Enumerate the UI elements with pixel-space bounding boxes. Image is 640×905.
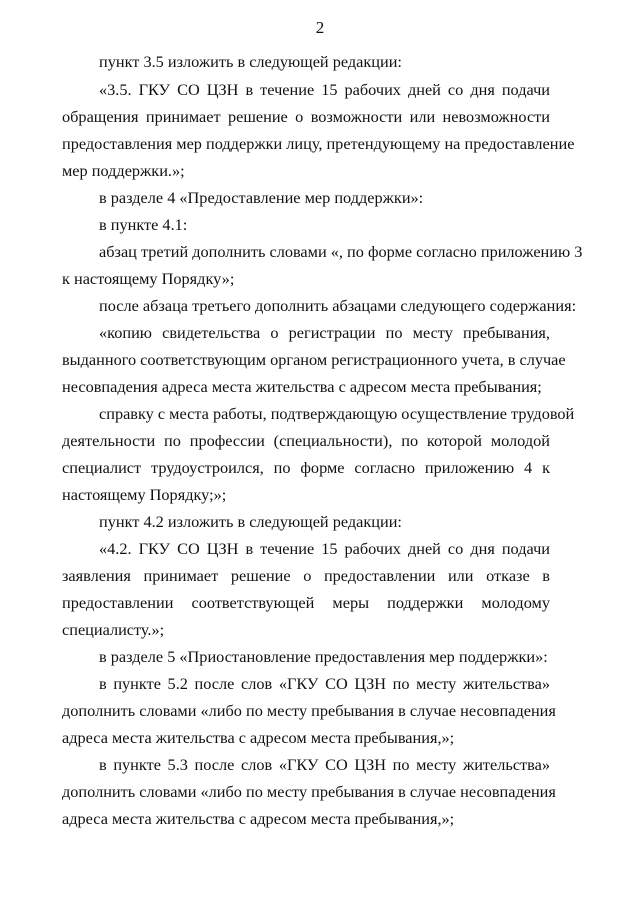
- text-line: адреса места жительства с адресом места пребывания,»;: [62, 728, 455, 747]
- text-line: «4.2. ГКУ СО ЦЗН в течение 15 рабочих дней со дня подачи: [99, 539, 550, 558]
- text-line: несовпадения адреса места жительства с адресом места пребывания;: [62, 377, 542, 396]
- text-line: специалисту.»;: [62, 620, 165, 639]
- page-number: 2: [315, 18, 325, 37]
- text-line: адреса места жительства с адресом места пребывания,»;: [62, 809, 455, 828]
- text-line: в разделе 4 «Предоставление мер поддержки»:: [99, 188, 424, 207]
- text-line: абзац третий дополнить словами «, по форме согласно приложению 3: [99, 242, 583, 261]
- text-line: в пункте 5.3 после слов «ГКУ СО ЦЗН по месту жительства»: [99, 755, 550, 774]
- text-line: заявления принимает решение о предоставлении или отказе в: [62, 566, 550, 585]
- text-line: предоставлении соответствующей меры поддержки молодому: [62, 593, 550, 612]
- text-line: предоставления мер поддержки лицу, претендующему на предоставление: [62, 134, 575, 153]
- text-line: обращения принимает решение о возможности или невозможности: [62, 107, 550, 126]
- text-line: в разделе 5 «Приостановление предоставления мер поддержки»:: [99, 647, 548, 666]
- text-line: дополнить словами «либо по месту пребывания в случае несовпадения: [62, 782, 556, 801]
- text-line: после абзаца третьего дополнить абзацами следующего содержания:: [99, 296, 577, 315]
- text-line: пункт 4.2 изложить в следующей редакции:: [99, 512, 402, 531]
- text-line: в пункте 5.2 после слов «ГКУ СО ЦЗН по месту жительства»: [99, 674, 550, 693]
- text-line: «3.5. ГКУ СО ЦЗН в течение 15 рабочих дней со дня подачи: [99, 80, 550, 99]
- text-line: пункт 3.5 изложить в следующей редакции:: [99, 52, 402, 71]
- text-line: к настоящему Порядку»;: [62, 269, 235, 288]
- text-line: дополнить словами «либо по месту пребывания в случае несовпадения: [62, 701, 556, 720]
- text-line: в пункте 4.1:: [99, 215, 188, 234]
- text-line: настоящему Порядку;»;: [62, 485, 227, 504]
- text-line: «копию свидетельства о регистрации по месту пребывания,: [99, 323, 550, 342]
- text-line: мер поддержки.»;: [62, 161, 185, 180]
- text-line: справку с места работы, подтверждающую осуществление трудовой: [99, 404, 575, 423]
- text-line: деятельности по профессии (специальности), по которой молодой: [62, 431, 550, 450]
- text-line: выданного соответствующим органом регистрационного учета, в случае: [62, 350, 566, 369]
- text-line: специалист трудоустроился, по форме согласно приложению 4 к: [62, 458, 550, 477]
